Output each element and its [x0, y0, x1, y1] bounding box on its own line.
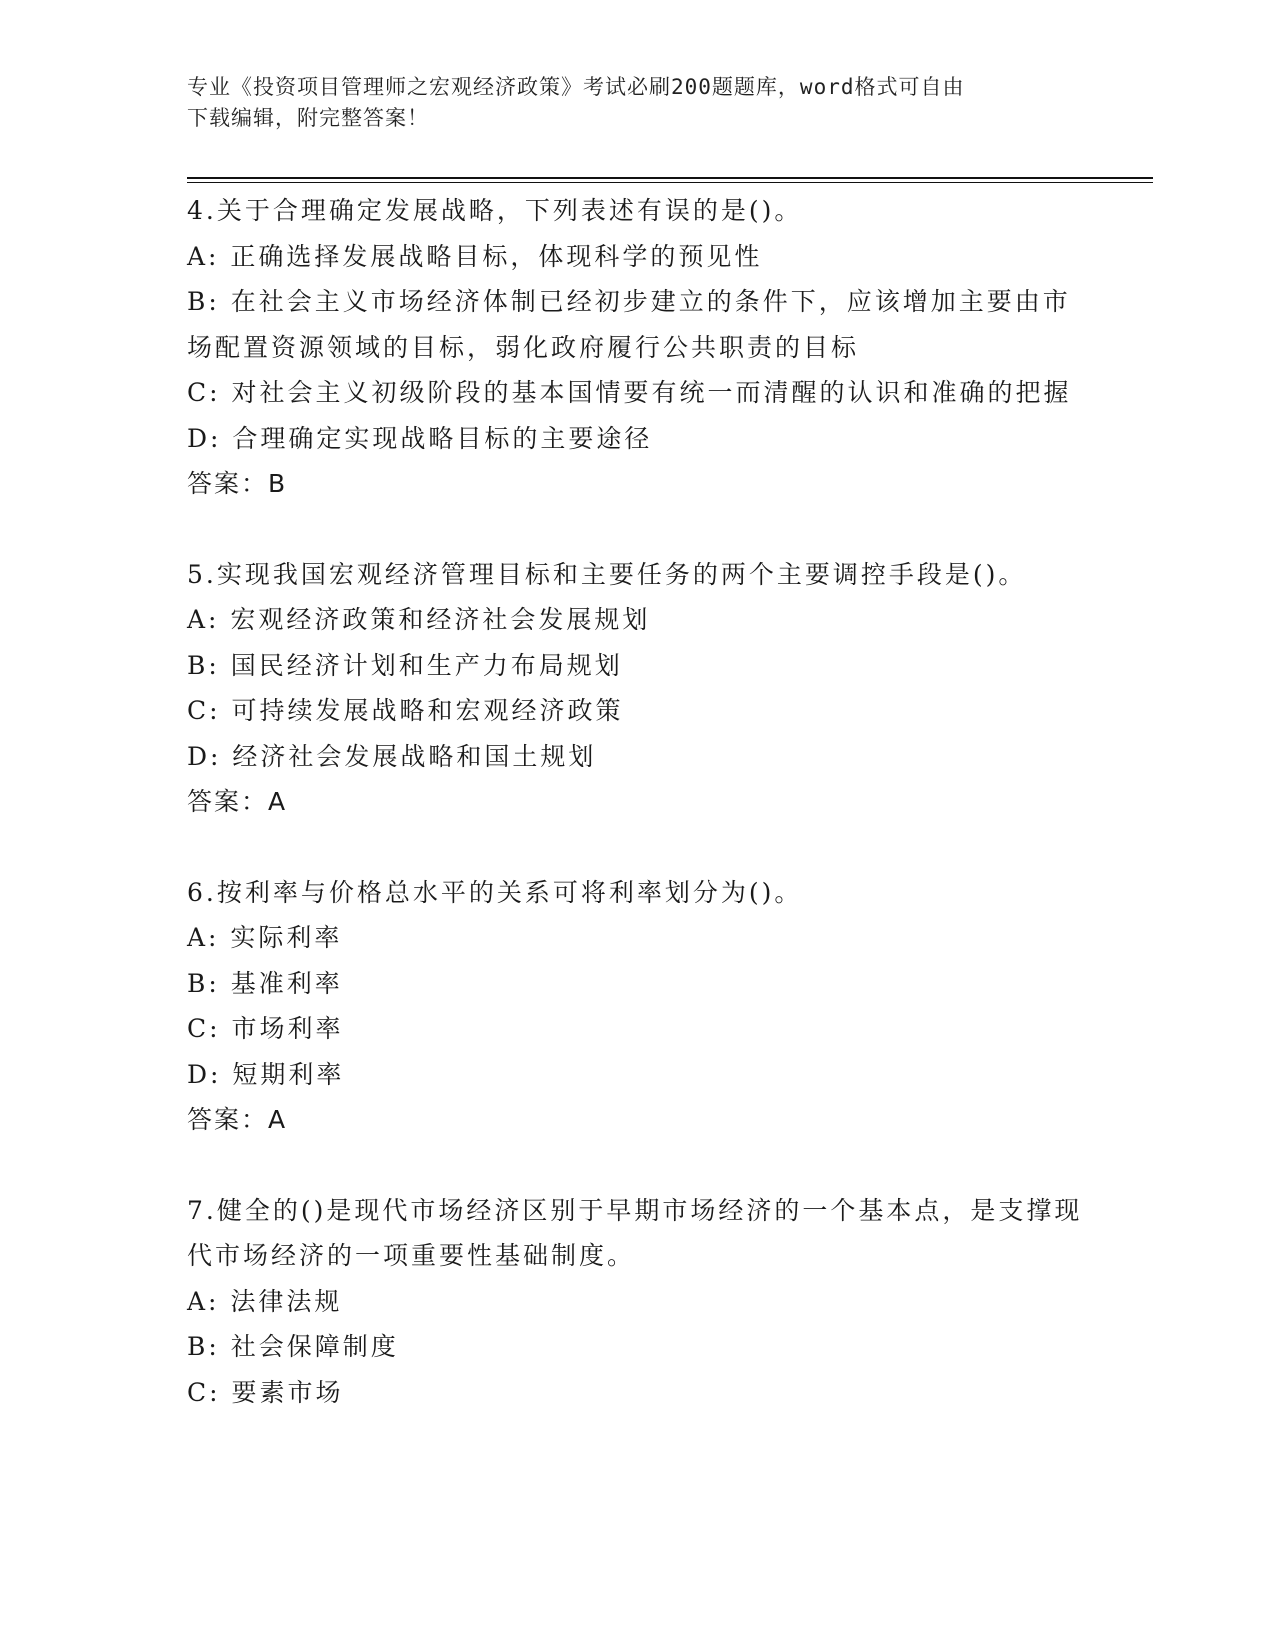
option-c: C: 对社会主义初级阶段的基本国情要有统一而清醒的认识和准确的把握	[187, 378, 1072, 407]
question-stem: 7.健全的()是现代市场经济区别于早期市场经济的一个基本点，是支撑现代市场经济的一项重要性基础制度。	[187, 1195, 1083, 1270]
option-c: C: 可持续发展战略和宏观经济政策	[187, 696, 624, 725]
question-4	[187, 188, 1087, 507]
answer-line: 答案：B	[187, 469, 288, 498]
question-stem: 5.实现我国宏观经济管理目标和主要任务的两个主要调控手段是()。	[187, 559, 1027, 589]
option-b: B: 国民经济计划和生产力布局规划	[187, 650, 623, 680]
option-d: D: 合理确定实现战略目标的主要途径	[187, 423, 653, 453]
option-b: B: 在社会主义市场经济体制已经初步建立的条件下，应该增加主要由市场配置资源领域的目标，弱化政府履行公共职责的目标	[187, 287, 1071, 362]
question-6	[187, 870, 1087, 1143]
question-stem: 6.按利率与价格总水平的关系可将利率划分为()。	[187, 877, 803, 907]
header-rule-thick	[187, 177, 1153, 179]
header-rule-thin	[187, 182, 1153, 183]
option-b: B: 社会保障制度	[187, 1332, 399, 1361]
option-c: C: 市场利率	[187, 1014, 344, 1043]
option-a: A: 法律法规	[187, 1286, 343, 1316]
option-d: D: 经济社会发展战略和国土规划	[187, 741, 597, 771]
question-7	[187, 1188, 1087, 1416]
document-header	[187, 72, 1067, 134]
header-line-1: 专业《投资项目管理师之宏观经济政策》考试必刷200题题库，word格式可自由	[187, 75, 965, 99]
question-stem: 4.关于合理确定发展战略，下列表述有误的是()。	[187, 196, 803, 225]
option-d: D: 短期利率	[187, 1059, 345, 1089]
question-5	[187, 552, 1087, 825]
option-a: A: 宏观经济政策和经济社会发展规划	[187, 605, 651, 634]
option-a: A: 实际利率	[187, 923, 343, 952]
question-list	[187, 188, 1087, 1460]
option-a: A: 正确选择发展战略目标，体现科学的预见性	[187, 241, 763, 271]
option-c: C: 要素市场	[187, 1377, 344, 1407]
answer-line: 答案：A	[187, 787, 288, 816]
header-line-2: 下载编辑，附完整答案！	[187, 106, 429, 130]
answer-line: 答案：A	[187, 1105, 288, 1134]
option-b: B: 基准利率	[187, 968, 343, 998]
